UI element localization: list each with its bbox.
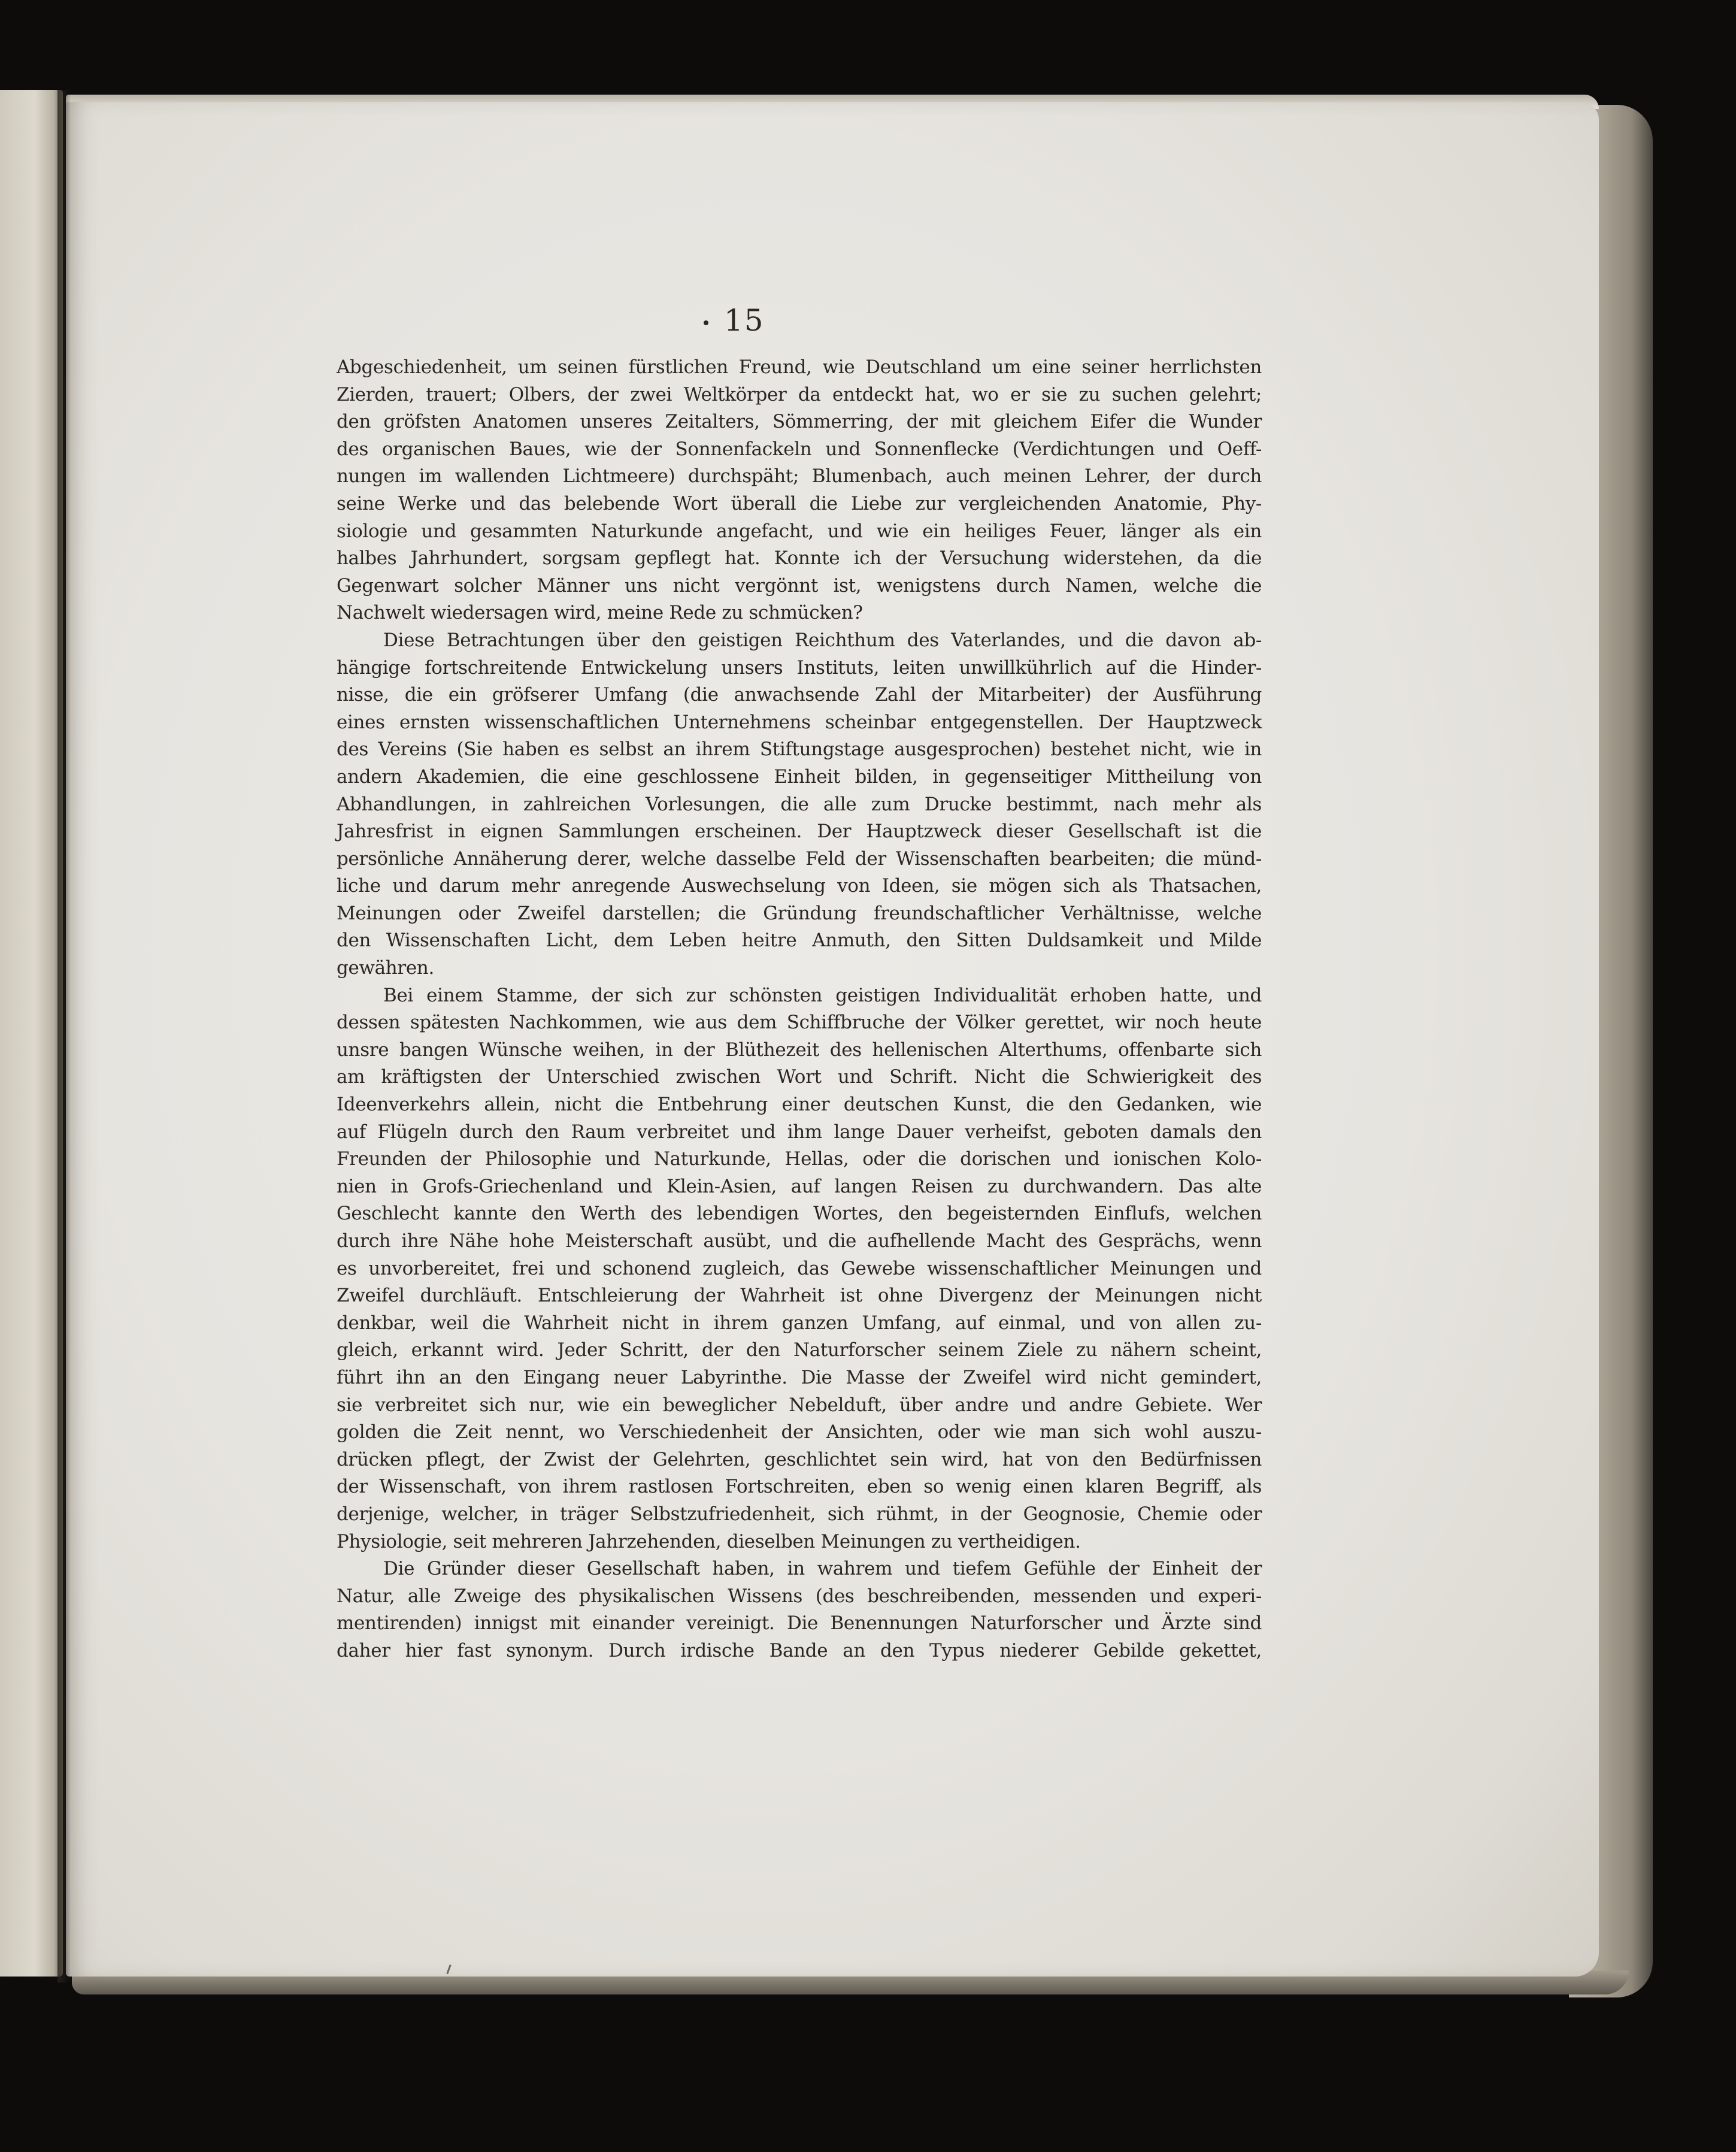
printer-dot — [704, 320, 708, 325]
text-line: Die Gründer dieser Gesellschaft haben, in wahrem und tiefem Gefühle der Einheit der — [383, 1558, 1262, 1580]
text-line: Zierden, trauert; Olbers, der zwei Weltkörper da entdeckt hat, wo er sie zu suchen gelehrt; — [337, 383, 1262, 405]
text-line: daher hier fast synonym. Durch irdische Bande an den Typus niederer Gebilde gekettet, — [337, 1639, 1262, 1661]
left-page-edge — [0, 90, 63, 1977]
text-line: Zweifel durchläuft. Entschleierung der Wahrheit ist ohne Divergenz der Meinungen nicht — [337, 1285, 1262, 1307]
text-line: eines ernsten wissenschaftlichen Unternehmens scheinbar entgegenstellen. Der Hauptzweck — [337, 711, 1262, 733]
text-line: denkbar, weil die Wahrheit nicht in ihrem ganzen Umfang, auf einmal, und von allen zu- — [337, 1312, 1262, 1334]
text-line: am kräftigsten der Unterschied zwischen Wort und Schrift. Nicht die Schwierigkeit des — [337, 1066, 1262, 1088]
page-number-text: 15 — [724, 303, 765, 338]
text-line: derjenige, welcher, in träger Selbstzufriedenheit, sich rühmt, in der Geognosie, Chemie oder — [337, 1503, 1262, 1525]
text-line: Geschlecht kannte den Werth des lebendigen Wortes, den begeisternden Einflufs, welchen — [337, 1203, 1262, 1225]
text-line: auf Flügeln durch den Raum verbreitet und ihm lange Dauer verheifst, geboten damals den — [337, 1121, 1262, 1143]
text-line: des Vereins (Sie haben es selbst an ihrem Stiftungstage ausgesprochen) bestehet nicht, wie in — [337, 738, 1262, 761]
text-line: persönliche Annäherung derer, welche dasselbe Feld der Wissenschaften bearbeiten; die münd- — [337, 848, 1262, 870]
text-line: sie verbreitet sich nur, wie ein beweglicher Nebelduft, über andre und andre Gebiete. Wer — [337, 1394, 1262, 1416]
text-line: durch ihre Nähe hohe Meisterschaft ausübt, und die aufhellende Macht des Gesprächs, wenn — [337, 1230, 1262, 1252]
text-line: mentirenden) innigst mit einander vereinigt. Die Benennungen Naturforscher und Ärzte sind — [337, 1612, 1262, 1635]
text-line: Freunden der Philosophie und Naturkunde, Hellas, oder die dorischen und ionischen Kolo- — [337, 1148, 1262, 1170]
paragraph — [337, 627, 1262, 982]
text-line: drücken pflegt, der Zwist der Gelehrten, geschlichtet sein wird, hat von den Bedürfnissen — [337, 1448, 1262, 1470]
text-line: Nachwelt wiedersagen wird, meine Rede zu schmücken? — [337, 602, 863, 624]
text-line: gewähren. — [337, 957, 435, 979]
text-line: Ideenverkehrs allein, nicht die Entbehrung einer deutschen Kunst, die den Gedanken, wie — [337, 1094, 1262, 1116]
text-line: gleich, erkannt wird. Jeder Schritt, der den Naturforscher seinem Ziele zu nähern scheint, — [337, 1339, 1262, 1361]
text-line: führt ihn an den Eingang neuer Labyrinthe. Die Masse der Zweifel wird nicht gemindert, — [337, 1366, 1262, 1388]
text-line: Diese Betrachtungen über den geistigen Reichthum des Vaterlandes, und die davon ab- — [383, 629, 1262, 651]
paragraph — [337, 982, 1262, 1555]
text-line: Abhandlungen, in zahlreichen Vorlesungen, die alle zum Drucke bestimmt, nach mehr als — [337, 793, 1262, 815]
text-line: Abgeschiedenheit, um seinen fürstlichen Freund, wie Deutschland um eine seiner herrlichsten — [337, 356, 1262, 378]
text-line: golden die Zeit nennt, wo Verschiedenheit der Ansichten, oder wie man sich wohl auszu- — [337, 1421, 1262, 1443]
text-line: unsre bangen Wünsche weihen, in der Blüthezeit des hellenischen Alterthums, offenbarte sich — [337, 1039, 1262, 1061]
text-line: Bei einem Stamme, der sich zur schönsten geistigen Individualität erhoben hatte, und — [383, 984, 1262, 1006]
text-line: dessen spätesten Nachkommen, wie aus dem Schiffbruche der Völker gerettet, wir noch heute — [337, 1012, 1262, 1034]
text-line: den Wissenschaften Licht, dem Leben heitre Anmuth, den Sitten Duldsamkeit und Milde — [337, 930, 1262, 952]
text-line: Gegenwart solcher Männer uns nicht vergönnt ist, wenigstens durch Namen, welche die — [337, 574, 1262, 597]
text-line: andern Akademien, die eine geschlossene Einheit bilden, in gegenseitiger Mittheilung von — [337, 765, 1262, 788]
text-line: hängige fortschreitende Entwickelung unsers Instituts, leiten unwillkührlich auf die Hinder- — [337, 656, 1262, 679]
text-line: des organischen Baues, wie der Sonnenfackeln und Sonnenflecke (Verdichtungen und Oeff- — [337, 438, 1262, 460]
text-line: seine Werke und das belebende Wort überall die Liebe zur vergleichenden Anatomie, Phy- — [337, 492, 1262, 514]
text-line: liche und darum mehr anregende Auswechselung von Ideen, sie mögen sich als Thatsachen, — [337, 875, 1262, 897]
paragraph — [337, 354, 1262, 627]
text-line: Jahresfrist in eignen Sammlungen erscheinen. Der Hauptzweck dieser Gesellschaft ist die — [337, 821, 1262, 843]
text-line: siologie und gesammten Naturkunde angefacht, und wie ein heiliges Feuer, länger als ein — [337, 520, 1262, 542]
text-line: Meinungen oder Zweifel darstellen; die Gründung freundschaftlicher Verhältnisse, welche — [337, 902, 1262, 924]
text-line: halbes Jahrhundert, sorgsam gepflegt hat. Konnte ich der Versuchung widerstehen, da die — [337, 547, 1262, 570]
gutter-shadow — [57, 90, 71, 1982]
text-line: den gröfsten Anatomen unseres Zeitalters, Sömmerring, der mit gleichem Eifer die Wunder — [337, 411, 1262, 433]
text-line: nungen im wallenden Lichtmeere) durchspäht; Blumenbach, auch meinen Lehrer, der durch — [337, 465, 1262, 488]
body-text — [337, 354, 1262, 1665]
text-line: nien in Grofs-Griechenland und Klein-Asien, auf langen Reisen zu durchwandern. Das alte — [337, 1175, 1262, 1197]
text-line: es unvorbereitet, frei und schonend zugleich, das Gewebe wissenschaftlicher Meinungen und — [337, 1257, 1262, 1279]
text-line: Natur, alle Zweige des physikalischen Wissens (des beschreibenden, messenden und experi- — [337, 1585, 1262, 1607]
text-line: nisse, die ein gröfserer Umfang (die anwachsende Zahl der Mitarbeiter) der Ausführung — [337, 684, 1262, 706]
page-number — [704, 299, 799, 341]
text-line: Physiologie, seit mehreren Jahrzehenden, dieselben Meinungen zu vertheidigen. — [337, 1530, 1081, 1552]
paragraph — [337, 1555, 1262, 1664]
text-line: der Wissenschaft, von ihrem rastlosen Fortschreiten, eben so wenig einen klaren Begriff, als — [337, 1476, 1262, 1498]
